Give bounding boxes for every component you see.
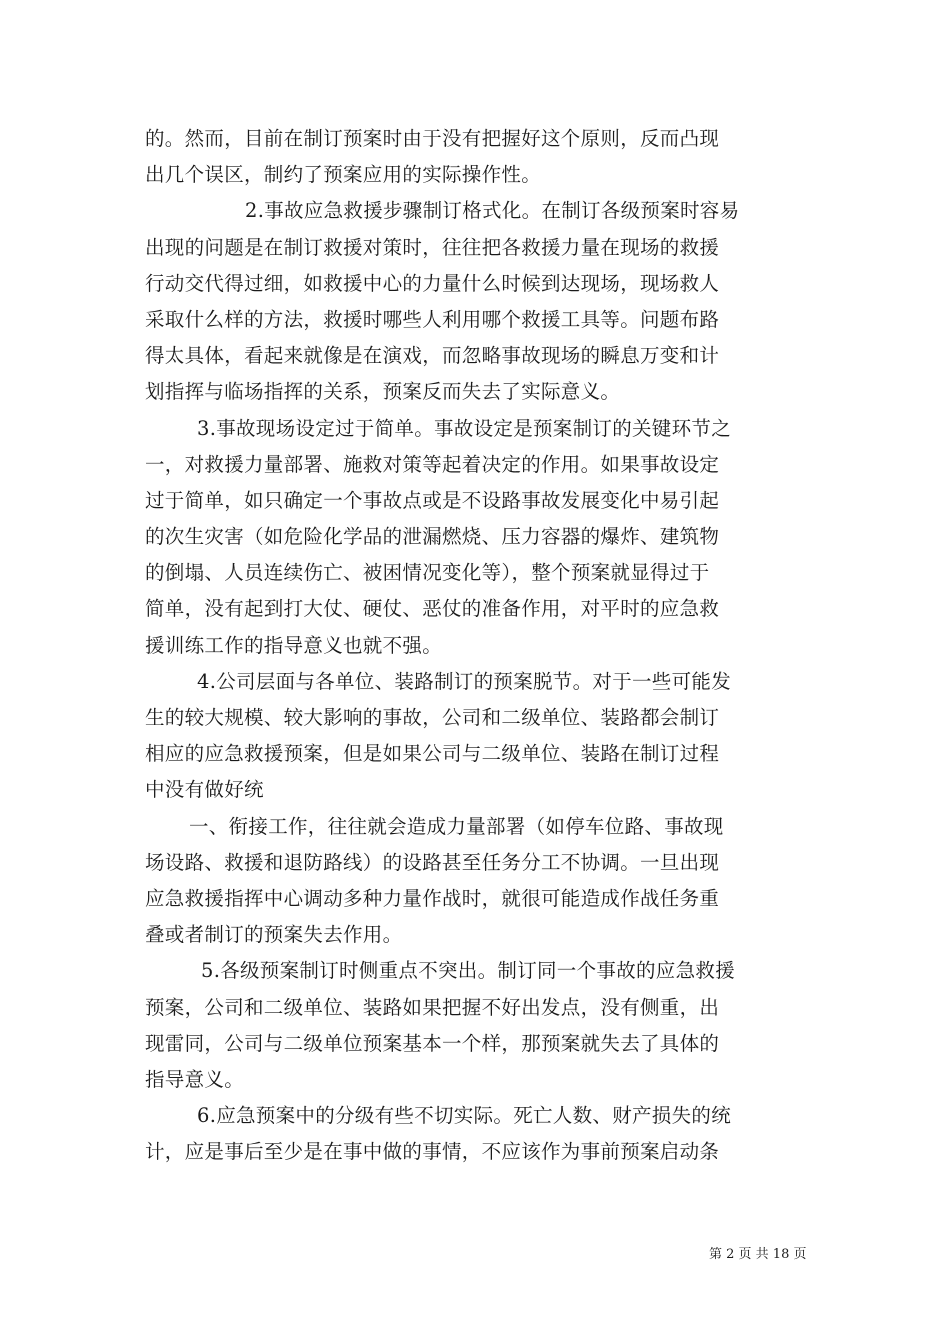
text-line: 指导意义。 xyxy=(145,1067,245,1091)
text-line: 计，应是事后至少是在事中做的事情，不应该作为事前预案启动条 xyxy=(145,1140,720,1164)
text-line: 相应的应急救援预案，但是如果公司与二级单位、装路在制订过程 xyxy=(145,742,720,766)
text-line: 行动交代得过细，如救援中心的力量什么时候到达现场，现场救人 xyxy=(145,271,720,295)
text-line: 过于简单，如只确定一个事故点或是不设路事故发展变化中易引起 xyxy=(145,488,720,512)
paragraph-continuation-start: 一、衔接工作，往往就会造成力量部署（如停车位路、事故现 xyxy=(189,814,724,838)
text-line: 场设路、救援和退防路线）的设路甚至任务分工不协调。一旦出现 xyxy=(145,850,720,874)
text-line: 一，对救援力量部署、施救对策等起着决定的作用。如果事故设定 xyxy=(145,452,720,476)
text-line: 出几个误区，制约了预案应用的实际操作性。 xyxy=(145,163,542,187)
text-line: 出现的问题是在制订救援对策时，往往把各救援力量在现场的救援 xyxy=(145,235,720,259)
paragraph-4-start: 4.公司层面与各单位、装路制订的预案脱节。对于一些可能发 xyxy=(197,669,732,693)
text-line: 简单，没有起到打大仗、硬仗、恶仗的准备作用，对平时的应急救 xyxy=(145,597,720,621)
text-line: 应急救援指挥中心调动多种力量作战时，就很可能造成作战任务重 xyxy=(145,886,720,910)
text-line: 生的较大规模、较大影响的事故，公司和二级单位、装路都会制订 xyxy=(145,706,720,729)
paragraph-3-start: 3.事故现场设定过于简单。事故设定是预案制订的关键环节之 xyxy=(197,416,732,440)
text-line: 划指挥与临场指挥的关系，预案反而失去了实际意义。 xyxy=(145,380,621,404)
paragraph-5-start: 5.各级预案制订时侧重点不突出。制订同一个事故的应急救援 xyxy=(201,959,736,983)
text-line: 现雷同，公司与二级单位预案基本一个样，那预案就失去了具体的 xyxy=(145,1031,720,1055)
body-text xyxy=(145,121,805,1170)
text-line: 预案，公司和二级单位、装路如果把握不好出发点，没有侧重，出 xyxy=(145,995,720,1019)
text-line: 援训练工作的指导意义也就不强。 xyxy=(145,633,443,657)
text-line: 中没有做好统 xyxy=(145,778,264,802)
text-line: 采取什么样的方法，救援时哪些人利用哪个救援工具等。问题布路 xyxy=(145,307,720,331)
text-line: 的倒塌、人员连续伤亡、被困情况变化等），整个预案就显得过于 xyxy=(145,561,710,585)
paragraph-2-start: 2.事故应急救援步骤制订格式化。在制订各级预案时容易 xyxy=(245,199,740,223)
text-line: 的次生灾害（如危险化学品的泄漏燃烧、压力容器的爆炸、建筑物 xyxy=(145,525,720,549)
page-number: 第 2 页 共 18 页 xyxy=(709,1247,807,1262)
text-line: 叠或者制订的预案失去作用。 xyxy=(145,923,403,947)
text-line: 的。然而，目前在制订预案时由于没有把握好这个原则，反而凸现 xyxy=(145,127,720,150)
text-line: 得太具体，看起来就像是在演戏，而忽略事故现场的瞬息万变和计 xyxy=(145,344,720,368)
paragraph-6-start: 6.应急预案中的分级有些不切实际。死亡人数、财产损失的统 xyxy=(197,1104,732,1128)
